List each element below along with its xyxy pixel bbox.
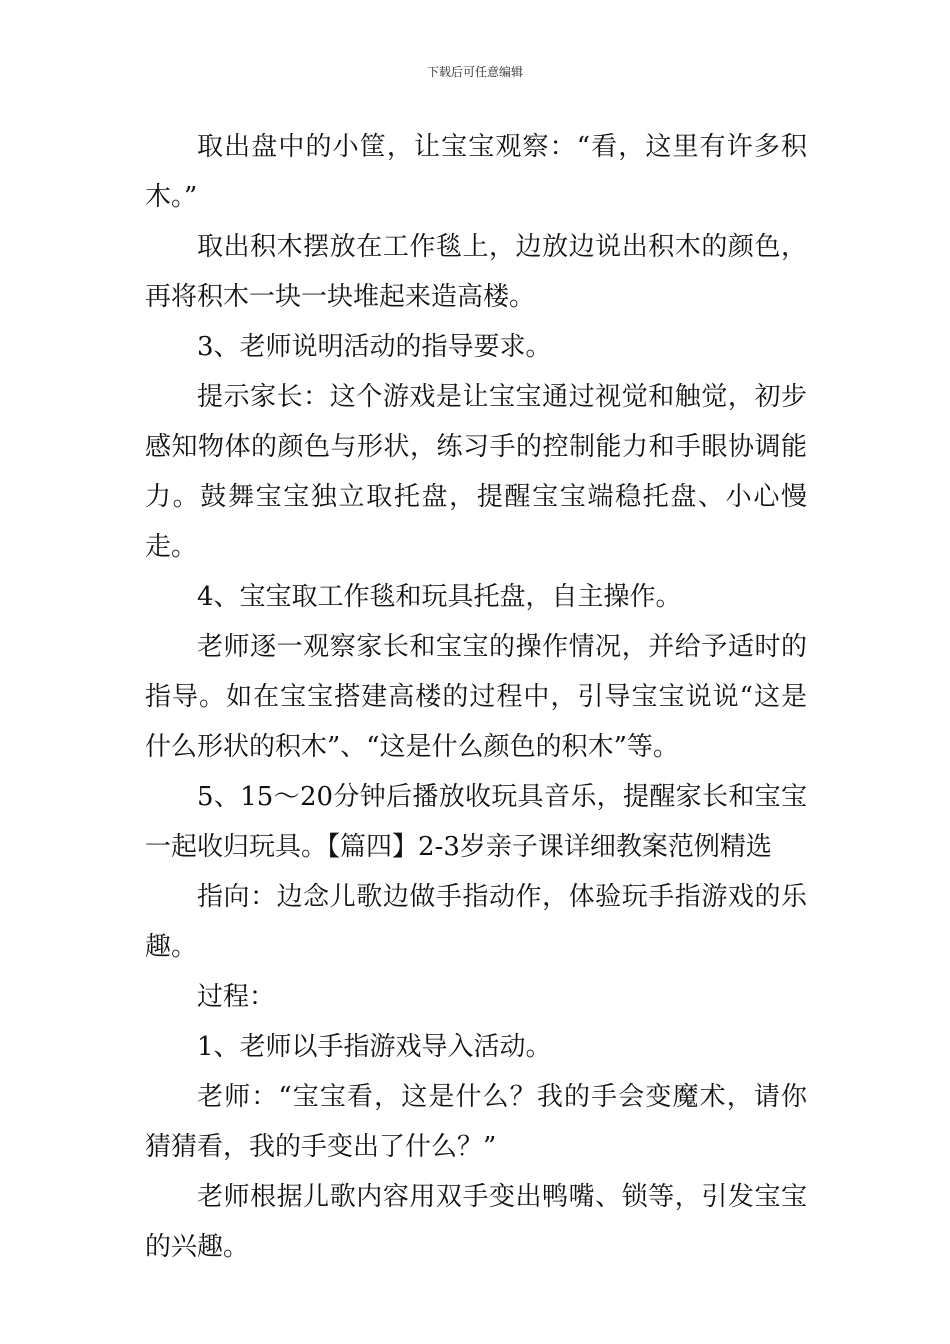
paragraph-4: 提示家长：这个游戏是让宝宝通过视觉和触觉，初步感知物体的颜色与形状，练习手的控制能力和手眼协调能力。鼓舞宝宝独立取托盘，提醒宝宝端稳托盘、小心慢走。 [145, 382, 807, 562]
paragraph-9: 过程： [197, 982, 276, 1012]
document-body [145, 122, 807, 1272]
paragraph-11: 老师：“宝宝看，这是什么？我的手会变魔术，请你猜猜看，我的手变出了什么？” [145, 1082, 807, 1162]
paragraph-7: 5、15～20分钟后播放收玩具音乐，提醒家长和宝宝一起收归玩具。【篇四】2-3岁亲子课详细教案范例精选 [145, 782, 807, 862]
paragraph-3: 3、老师说明活动的指导要求。 [197, 332, 552, 362]
page-header: 下载后可任意编辑 [426, 65, 523, 79]
paragraph-1: 取出盘中的小筐，让宝宝观察：“看，这里有许多积木。” [145, 132, 807, 212]
paragraph-8: 指向：边念儿歌边做手指动作，体验玩手指游戏的乐趣。 [145, 882, 807, 962]
paragraph-12: 老师根据儿歌内容用双手变出鸭嘴、锁等，引发宝宝的兴趣。 [145, 1182, 807, 1262]
paragraph-6: 老师逐一观察家长和宝宝的操作情况，并给予适时的指导。如在宝宝搭建高楼的过程中，引导宝宝说说“这是什么形状的积木”、“这是什么颜色的积木”等。 [145, 632, 807, 762]
paragraph-2: 取出积木摆放在工作毯上，边放边说出积木的颜色，再将积木一块一块堆起来造高楼。 [145, 232, 807, 312]
paragraph-10: 1、老师以手指游戏导入活动。 [197, 1032, 552, 1062]
paragraph-5: 4、宝宝取工作毯和玩具托盘，自主操作。 [197, 582, 682, 612]
